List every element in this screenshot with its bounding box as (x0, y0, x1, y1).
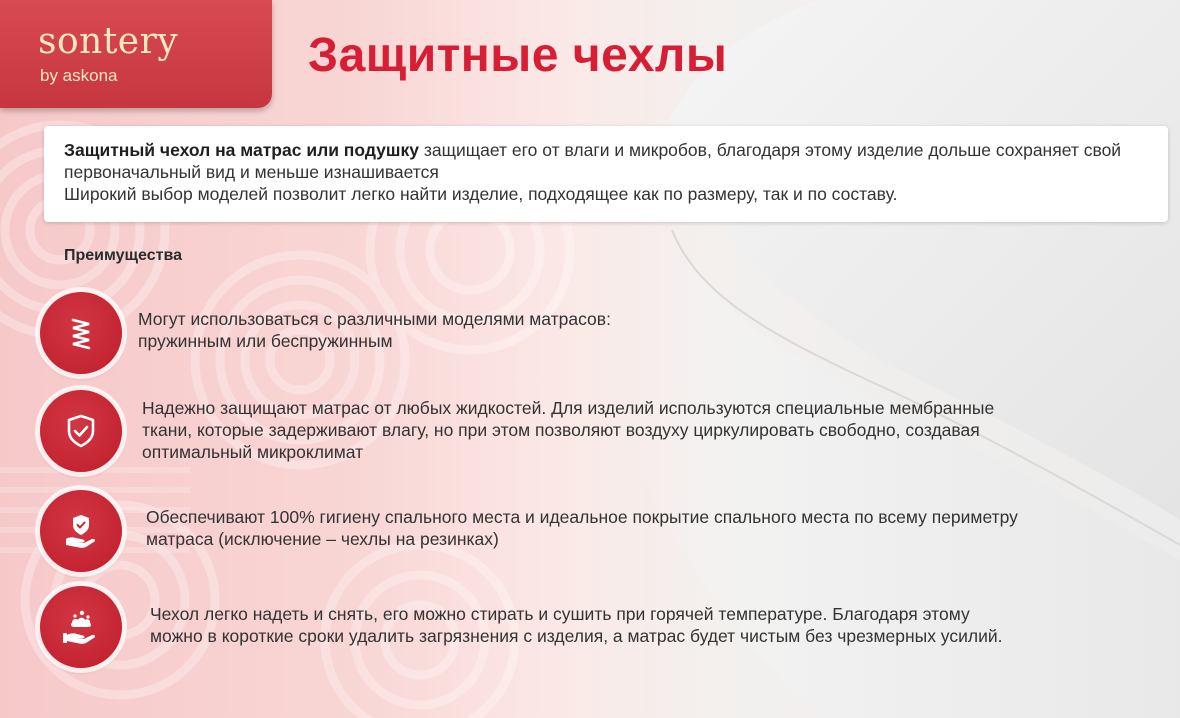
intro-bold: Защитный чехол на матрас или подушку (64, 140, 419, 160)
brand-logo (0, 0, 272, 108)
advantage-line: Обеспечивают 100% гигиену спального места и идеальное покрытие спального места по всему периметру (146, 507, 1018, 527)
intro-rest: защищает его от влаги и микробов, благодаря этому изделие дольше сохраняет свой первоначальный вид и меньше изнашивается (64, 140, 1122, 182)
intro-text (64, 139, 1154, 205)
advantage-item (150, 603, 1003, 647)
advantage-line: оптимальный микроклимат (142, 442, 364, 462)
advantage-item (146, 506, 1018, 550)
page-title: Защитные чехлы (308, 29, 728, 82)
advantages-heading: Преимущества (64, 247, 182, 264)
advantage-line: Надежно защищают матрас от любых жидкостей. Для изделий используются специальные мембранные (142, 398, 995, 418)
advantage-line: Могут использоваться с различными моделями матрасов: (138, 309, 611, 329)
intro-line2: Широкий выбор моделей позволит легко найти изделие, подходящее как по размеру, так и по составу. (64, 184, 898, 204)
advantage-line: Чехол легко надеть и снять, его можно стирать и сушить при горячей температуре. Благодаря этому (150, 604, 970, 624)
advantage-line: ткани, которые задерживают влагу, но при этом позволяют воздуху циркулировать свободно, создавая (142, 420, 980, 440)
advantage-line: можно в короткие сроки удалить загрязнения с изделия, а матрас будет чистым без чрезмерных усилий. (150, 626, 1003, 646)
shield-check-icon (40, 390, 122, 472)
advantage-line: пружинным или беспружинным (138, 331, 393, 351)
hand-shield-icon (40, 490, 122, 572)
intro-card (44, 126, 1168, 222)
advantage-line: матраса (исключение – чехлы на резинках) (146, 529, 499, 549)
advantage-item (142, 397, 994, 463)
spring-icon (40, 292, 122, 374)
advantage-item (138, 308, 611, 352)
logo-sub-text: by askona (40, 66, 118, 85)
washing-hand-icon (40, 586, 122, 668)
logo-brand-text: sontery (38, 21, 179, 62)
